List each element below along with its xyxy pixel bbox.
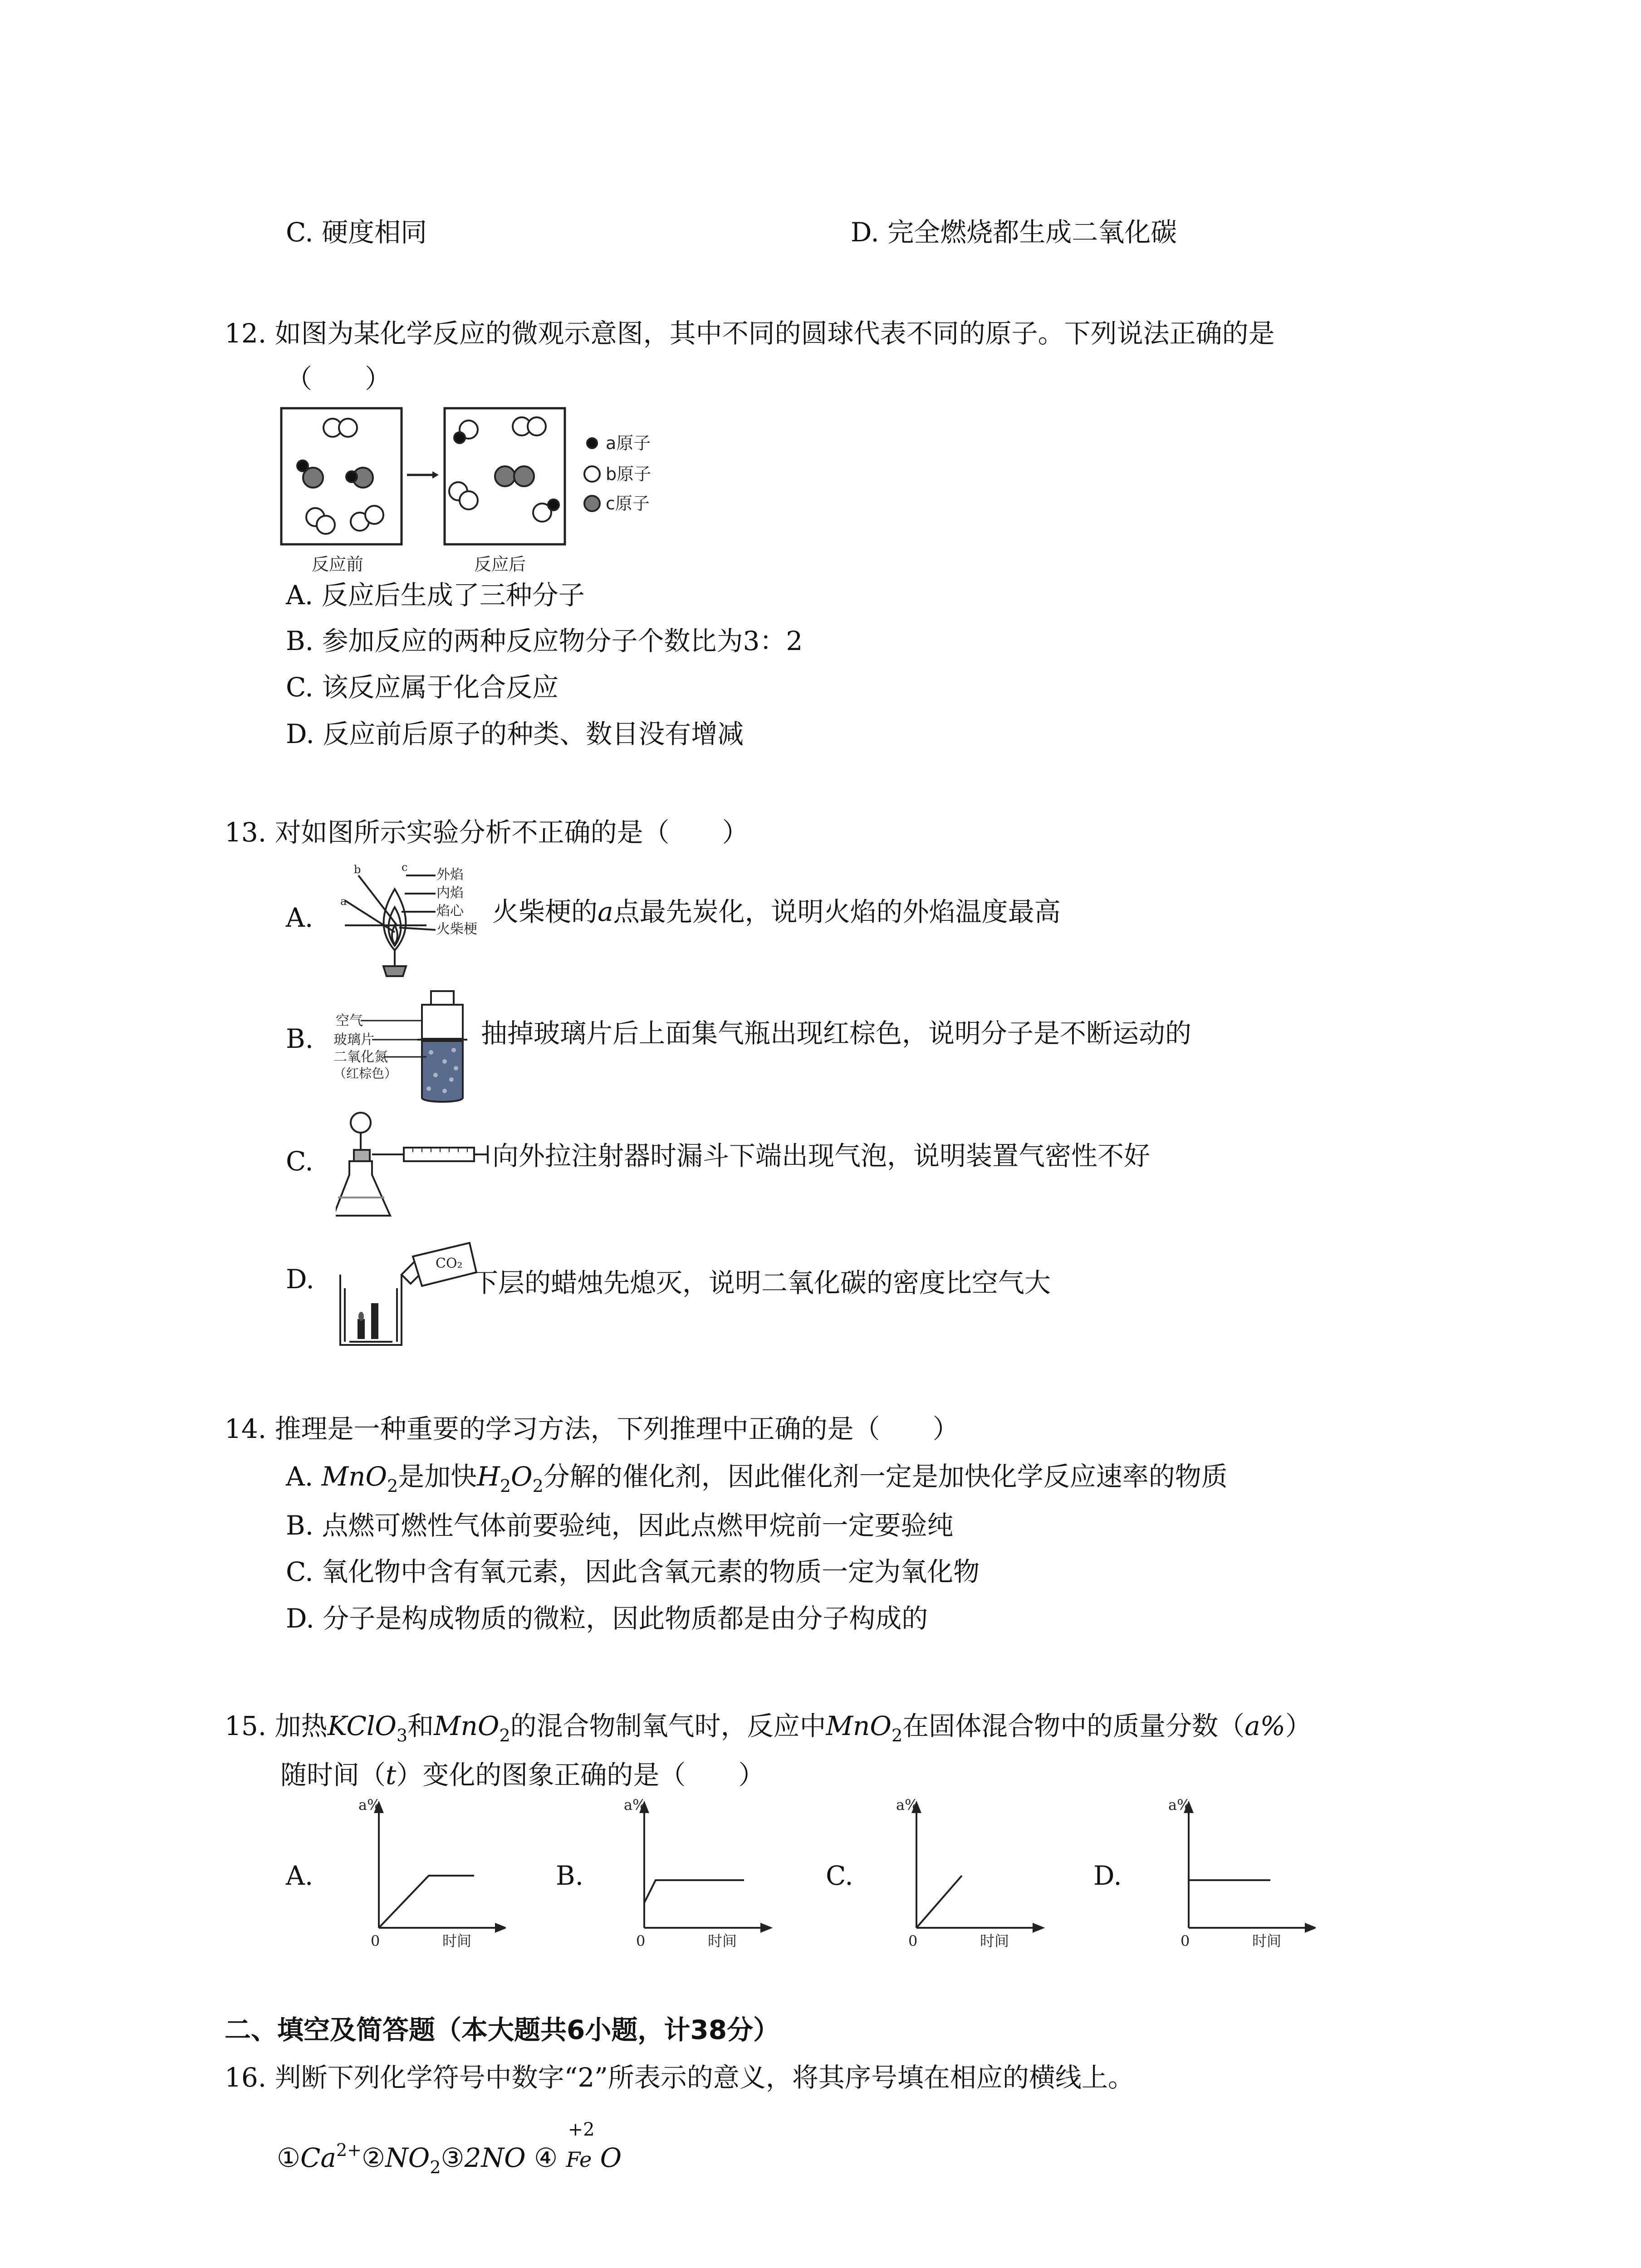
q13-d-text: 下层的蜡烛先熄灭，说明二氧化碳的密度比空气大 xyxy=(472,1267,1051,1298)
q14-option-c: C. 氧化物中含有氧元素，因此含氧元素的物质一定为氧化物 xyxy=(286,1556,980,1587)
no2-label: 二氧化氮 xyxy=(333,1049,388,1065)
airtightness-apparatus-figure xyxy=(336,1107,490,1225)
graph-c-xlabel: 时间 xyxy=(980,1932,1009,1948)
q12-reaction-diagram xyxy=(279,406,701,576)
q14-option-d: D. 分子是构成物质的微粒，因此物质都是由分子构成的 xyxy=(286,1603,928,1634)
q13-b-letter: B. xyxy=(286,1023,314,1054)
co2-label: CO₂ xyxy=(436,1256,463,1271)
q15-label-d: D. xyxy=(1093,1860,1122,1891)
q12-option-a: A. 反应后生成了三种分子 xyxy=(286,580,585,611)
q13-d-letter: D. xyxy=(286,1264,314,1295)
q15-graph-d xyxy=(1143,1794,1316,1948)
q14-option-a: A. MnO$_2$是加快$H_2O_2$分解的催化剂，因此催化剂一定是加快化学反应速率的物质 xyxy=(286,1461,1228,1496)
q14-stem: 14. 推理是一种重要的学习方法，下列推理中正确的是（ ） xyxy=(225,1413,959,1444)
q13-c-letter: C. xyxy=(286,1146,314,1177)
q13-a-text: 火柴梗的a点最先炭化，说明火焰的外焰温度最高 xyxy=(492,896,1061,927)
q11-option-d: D. 完全燃烧都生成二氧化碳 xyxy=(851,217,1177,248)
q14-option-b: B. 点燃可燃性气体前要验纯，因此点燃甲烷前一定要验纯 xyxy=(286,1510,954,1541)
graph-c-origin: 0 xyxy=(908,1932,918,1948)
q16-stem: 16. 判断下列化学符号中数字“2”所表示的意义，将其序号填在相应的横线上。 xyxy=(225,2062,1134,2093)
q15-stem-line2: 随时间（t）变化的图象正确的是（ ） xyxy=(280,1760,765,1790)
match-point-a: a xyxy=(340,895,347,908)
gas-diffusion-figure xyxy=(333,989,479,1107)
q15-label-b: B. xyxy=(556,1860,584,1891)
outer-flame-label: 外焰 xyxy=(436,867,464,883)
fe-valence: +2 xyxy=(568,2119,595,2140)
air-label: 空气 xyxy=(336,1013,363,1029)
before-label: 反应前 xyxy=(312,554,364,574)
legend-a-label: a原子 xyxy=(606,433,651,453)
graph-a-origin: 0 xyxy=(371,1932,380,1948)
co2-candle-figure xyxy=(333,1229,479,1352)
glass-plate-label: 玻璃片 xyxy=(333,1032,374,1048)
section-2-title: 二、填空及简答题（本大题共6小题，计38分） xyxy=(225,2014,780,2045)
matchstick-label: 火柴梗 xyxy=(436,921,477,937)
graph-d-xlabel: 时间 xyxy=(1252,1932,1282,1948)
match-point-b: b xyxy=(354,863,361,876)
q16-symbols: $①Ca^{2+}②NO_2③2NO$ ④ +2 Fe O xyxy=(277,2134,622,2183)
legend-b-label: b原子 xyxy=(606,464,652,484)
inner-flame-label: 内焰 xyxy=(436,885,464,901)
graph-c-ylabel: a% xyxy=(896,1796,919,1813)
q12-paren: （ ） xyxy=(286,363,392,394)
q12-option-d: D. 反应前后原子的种类、数目没有增减 xyxy=(286,719,744,749)
graph-d-ylabel: a% xyxy=(1168,1796,1191,1813)
graph-b-origin: 0 xyxy=(636,1932,646,1948)
q15-graph-b xyxy=(603,1794,776,1948)
after-label: 反应后 xyxy=(474,554,526,574)
graph-a-xlabel: 时间 xyxy=(442,1932,472,1948)
red-brown-label: （红棕色） xyxy=(333,1066,397,1081)
q13-stem: 13. 对如图所示实验分析不正确的是（ ） xyxy=(225,817,749,848)
graph-d-origin: 0 xyxy=(1181,1932,1190,1948)
q15-stem-line1: 15. 加热KClO$_3$和MnO$_2$的混合物制氧气时，反应中MnO$_2$在固体混合物中的质量分数（a%） xyxy=(225,1711,1312,1745)
match-point-c: c xyxy=(402,861,408,874)
page-number xyxy=(794,2263,835,2268)
q15-label-c: C. xyxy=(826,1860,853,1891)
graph-b-xlabel: 时间 xyxy=(708,1932,737,1948)
graph-a-ylabel: a% xyxy=(358,1796,381,1813)
graph-b-ylabel: a% xyxy=(624,1796,647,1813)
q13-b-text: 抽掉玻璃片后上面集气瓶出现红棕色，说明分子是不断运动的 xyxy=(481,1018,1192,1049)
q15-graph-a xyxy=(333,1794,506,1948)
flame-matchstick-figure xyxy=(327,857,490,984)
q12-stem: 12. 如图为某化学反应的微观示意图，其中不同的圆球代表不同的原子。下列说法正确的是 xyxy=(225,318,1275,349)
q13-a-letter: A. xyxy=(286,902,314,933)
q12-option-b: B. 参加反应的两种反应物分子个数比为3：2 xyxy=(286,626,803,656)
q12-option-c: C. 该反应属于化合反应 xyxy=(286,672,559,703)
q15-graph-c xyxy=(873,1794,1046,1948)
flame-core-label: 焰心 xyxy=(436,903,464,919)
q11-option-c: C. 硬度相同 xyxy=(286,217,427,248)
q15-label-a: A. xyxy=(286,1860,314,1891)
legend-c-label: c原子 xyxy=(606,494,650,513)
q13-c-text: 向外拉注射器时漏斗下端出现气泡，说明装置气密性不好 xyxy=(492,1140,1151,1171)
